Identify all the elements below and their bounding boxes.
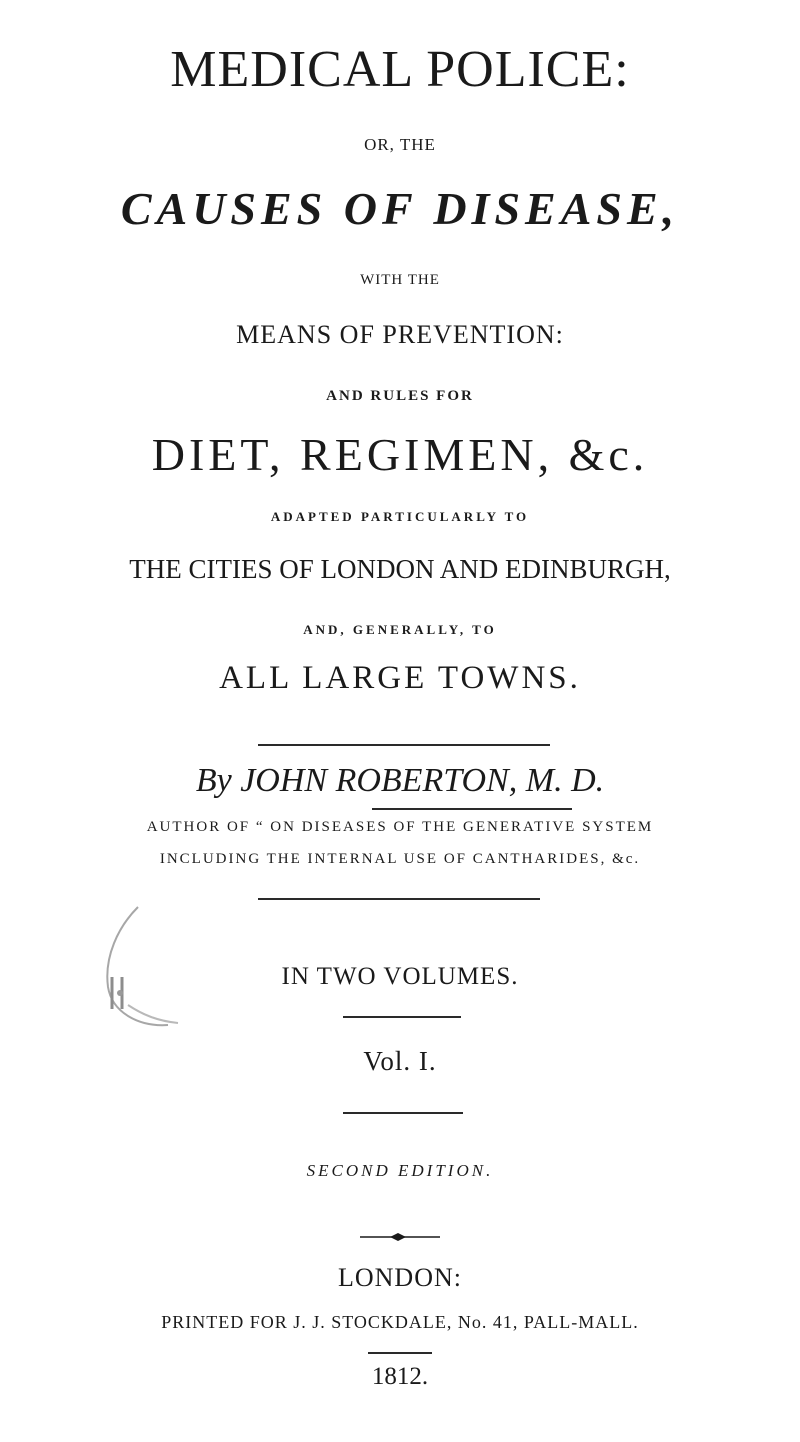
divider-rule <box>258 898 540 900</box>
adapted-text: ADAPTED PARTICULARLY TO <box>270 509 530 524</box>
rules-for-text: AND RULES FOR <box>326 388 474 404</box>
volume-number: Vol. I. <box>363 1046 437 1076</box>
cities-text: THE CITIES OF LONDON AND EDINBURGH, <box>129 554 671 584</box>
with-the-text: WITH THE <box>360 272 440 288</box>
divider-rule <box>343 1016 461 1018</box>
divider-rule <box>368 1352 432 1354</box>
author-credentials: AUTHOR OF “ ON DISEASES OF THE GENERATIVE SYSTEM <box>146 819 654 835</box>
publication-year: 1812. <box>371 1363 429 1390</box>
divider-rule <box>343 1112 463 1114</box>
book-subtitle: CAUSES OF DISEASE, <box>120 183 680 234</box>
author-underline <box>372 808 572 810</box>
diet-regimen-text: DIET, REGIMEN, &c. <box>151 429 649 480</box>
divider-rule <box>258 744 550 746</box>
edition-text: SECOND EDITION. <box>306 1161 494 1180</box>
author-name: By JOHN ROBERTON, M. D. <box>195 762 605 799</box>
means-of-prevention-text: MEANS OF PREVENTION: <box>236 320 564 349</box>
ornament-icon <box>360 1232 440 1242</box>
or-the-text: OR, THE <box>364 135 436 154</box>
large-towns-text: ALL LARGE TOWNS. <box>219 660 581 696</box>
publication-city: LONDON: <box>338 1263 462 1292</box>
volumes-text: IN TWO VOLUMES. <box>281 963 519 990</box>
printer-text: PRINTED FOR J. J. STOCKDALE, No. 41, PALL-MALL. <box>161 1312 639 1332</box>
book-title: MEDICAL POLICE: <box>170 41 630 98</box>
generally-text: AND, GENERALLY, TO <box>303 622 497 637</box>
author-credentials-continued: INCLUDING THE INTERNAL USE OF CANTHARIDES, &c. <box>159 851 641 867</box>
